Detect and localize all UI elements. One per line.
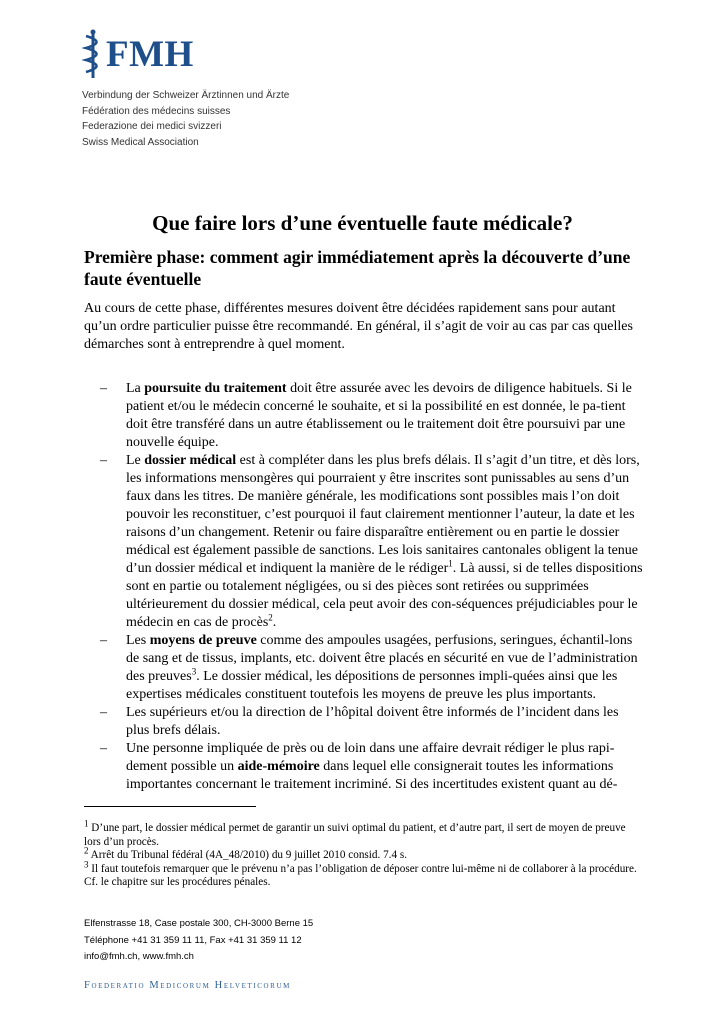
org-name-it: Federazione dei medici svizzeri: [82, 121, 222, 132]
phone-line: Téléphone +41 31 359 11 11, Fax +41 31 359 11 12: [84, 934, 302, 946]
list-item: [100, 704, 644, 740]
footnote-ref[interactable]: 1: [448, 558, 453, 569]
item-text: dans lequel elle consignerait toutes les informations importantes concernant le traitement incriminé. Si des incertitudes existent quant au dé-: [126, 759, 618, 792]
footnote-number: 2: [84, 845, 89, 856]
address-block: [84, 916, 484, 966]
item-text: . Le dossier médical, les dépositions de personnes impli-quées ainsi que les expertises médicales constituent toutefois les moyens de preuve les plus importants.: [126, 669, 618, 702]
dash-bullet: –: [100, 633, 107, 648]
phase-heading: Première phase: comment agir immédiatement après la découverte d’une faute éventuelle: [84, 247, 631, 289]
measures-list: [100, 380, 644, 794]
item-text: Le: [126, 453, 145, 468]
footer-motto: Foederatio Medicorum Helveticorum: [84, 980, 291, 991]
footnote-ref[interactable]: 3: [191, 666, 197, 677]
footnote-text: Arrêt du Tribunal fédéral (4A_48/2010) du 9 juillet 2010 consid. 7.4 s.: [88, 849, 407, 861]
footnote-text: Il faut toutefois remarquer que le prévenu n’a pas l’obligation de déposer contre lui-même ni de collaborer à la procédure. Cf. le chapitre sur les procédures pénales.: [84, 862, 637, 888]
footnote-number: 3: [84, 858, 89, 869]
address-line: Elfenstrasse 18, Case postale 300, CH-3000 Berne 15: [84, 918, 314, 929]
fmh-logo: [82, 28, 322, 150]
item-keyword: poursuite du traitement: [144, 381, 287, 396]
item-keyword: dossier médical: [144, 453, 237, 468]
item-text: est à compléter dans les plus brefs délais. Il s’agit d’un titre, et dès lors, les informations mensongères qui pourraient y être inscrites sont punissables au sens d’un faux dans les titres. De manière générale, les modifications sont possibles mais l’on doit pouvoir les reconstituer, c’est pourquoi il faut clairement mentionner l’auteur, la date et les raisons d’un changement. Retenir ou faire disparaître entièrement ou en partie le dossier médical est également passible de sanctions. Les lois sanitaires cantonales obligent la tenue d’un dossier médical et indiquent la manière de le rédiger: [126, 453, 640, 576]
org-name-en: Swiss Medical Association: [82, 136, 199, 148]
dash-bullet: –: [100, 705, 107, 720]
intro-paragraph: Au cours de cette phase, différentes mesures doivent être décidées rapidement sans pour autant qu’un ordre particulier puisse être recommandé. En général, il s’agit de voir au cas par cas quelles démarches sont à entreprendre à quel moment.: [84, 301, 633, 352]
item-text: La: [126, 381, 145, 396]
item-text: Une personne impliquée de près ou de loin dans une affaire devrait rédiger le plus rapi-dement possible un: [126, 741, 615, 774]
org-name-fr: Fédération des médecins suisses: [82, 105, 231, 117]
item-text: comme des ampoules usagées, perfusions, seringues, échantil-lons de sang et de tissus, implants, etc. doivent être placés en sécurité en vue de l’administration des preuves: [126, 633, 638, 684]
org-name-de: Verbindung der Schweizer Ärztinnen und Ärzte: [82, 90, 290, 101]
footnote: [84, 845, 644, 863]
footnote: [84, 818, 644, 849]
item-text: . Là aussi, si de telles dispositions sont en partie ou totalement négligées, ou si des pièces sont retirées ou supprimées ultérieurement du dossier médical, cela peut avoir des con-séquences préjudiciables pour le médecin en cas de procès: [126, 561, 643, 630]
dash-bullet: –: [100, 381, 107, 396]
document-title: Que faire lors d’une éventuelle faute médicale?: [152, 211, 573, 235]
footnotes: [84, 818, 644, 890]
caduceus-icon: [82, 28, 104, 80]
contact-line[interactable]: info@fmh.ch, www.fmh.ch: [84, 951, 194, 962]
list-item: [100, 452, 644, 632]
item-keyword: moyens de preuve: [149, 633, 257, 648]
item-text: Les: [126, 633, 150, 648]
item-text: doit être assurée avec les devoirs de diligence habituels. Si le patient et/ou le médecin concerné le souhaite, et si la possibilité en est donnée, le pa-tient doit être transféré dans un autre établissement ou le traitement doit être poursuivi par une nouvelle équipe.: [126, 381, 632, 450]
footnote-text: D’une part, le dossier médical permet de garantir un suivi optimal du patient, et d’autre part, il sert de moyen de preuve lors d’un procès.: [84, 822, 626, 848]
footnote-divider: [84, 806, 256, 807]
footnote-number: 1: [84, 818, 89, 829]
footnote: [84, 858, 644, 890]
organization-names: [82, 88, 322, 150]
list-item: [100, 632, 644, 704]
list-item: [100, 380, 644, 452]
logo-wordmark: FMH: [106, 33, 194, 75]
footnote-ref[interactable]: 2: [268, 612, 273, 623]
list-item: [100, 740, 644, 794]
item-keyword: aide-mémoire: [237, 759, 320, 774]
item-text: Les supérieurs et/ou la direction de l’hôpital doivent être informés de l’incident dans les plus brefs délais.: [126, 705, 619, 738]
dash-bullet: –: [100, 741, 107, 756]
item-text: .: [272, 615, 277, 630]
dash-bullet: –: [100, 453, 107, 468]
